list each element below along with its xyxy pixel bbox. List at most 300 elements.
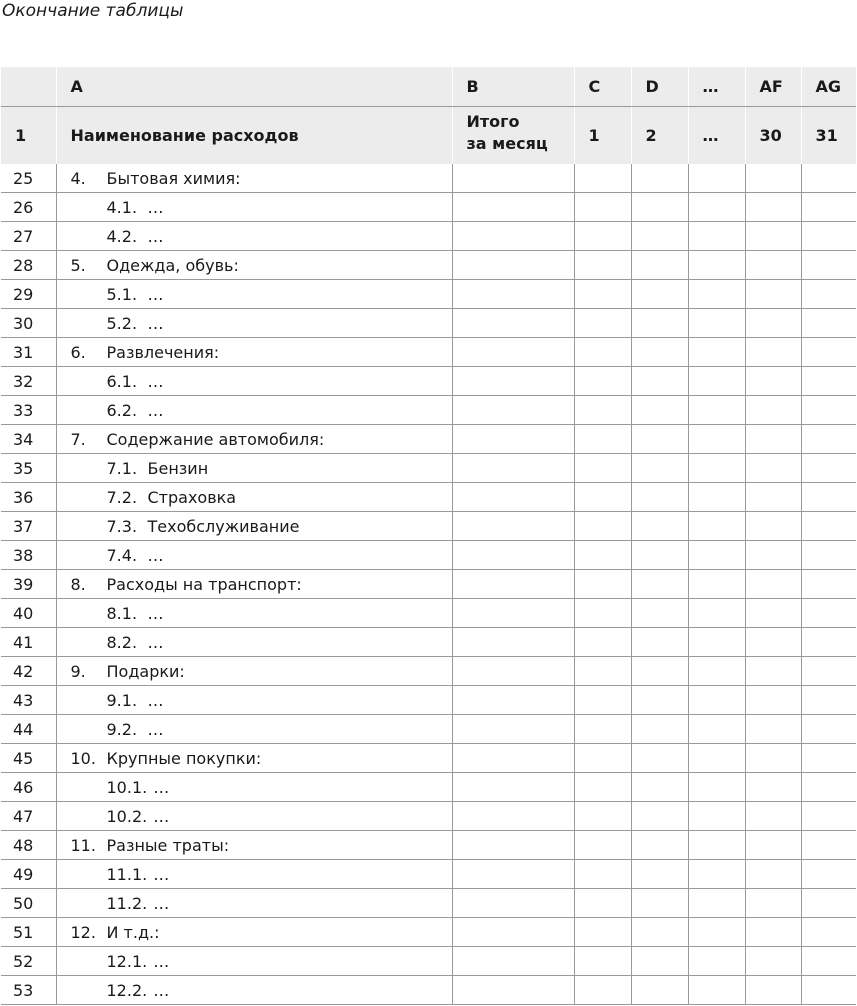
table-row bbox=[1, 164, 856, 193]
day-1-cell[interactable] bbox=[574, 947, 631, 976]
ellipsis-cell[interactable] bbox=[688, 831, 745, 860]
day-2-cell[interactable] bbox=[631, 947, 688, 976]
day-30-cell[interactable] bbox=[745, 599, 801, 628]
subitem bbox=[57, 865, 170, 884]
day-31-cell[interactable] bbox=[801, 976, 856, 1005]
expense-label: … bbox=[147, 226, 164, 246]
day-31-cell[interactable] bbox=[801, 483, 856, 512]
day-1-cell[interactable] bbox=[574, 541, 631, 570]
day-31-cell[interactable] bbox=[801, 251, 856, 280]
day-1-cell[interactable] bbox=[574, 686, 631, 715]
column-name-day-31: 31 bbox=[801, 107, 856, 165]
subitem bbox=[57, 952, 170, 971]
total-cell[interactable] bbox=[452, 425, 574, 454]
day-1-cell[interactable] bbox=[574, 860, 631, 889]
day-31-cell[interactable] bbox=[801, 628, 856, 657]
day-30-cell[interactable] bbox=[745, 483, 801, 512]
expense-name-cell[interactable] bbox=[56, 744, 452, 773]
total-cell[interactable] bbox=[452, 164, 574, 193]
table-row bbox=[1, 367, 856, 396]
day-2-cell[interactable] bbox=[631, 251, 688, 280]
subitem bbox=[57, 894, 170, 913]
day-1-cell[interactable] bbox=[574, 715, 631, 744]
expense-label: … bbox=[147, 400, 164, 420]
day-1-cell[interactable] bbox=[574, 396, 631, 425]
total-cell[interactable] bbox=[452, 831, 574, 860]
row-number: 52 bbox=[1, 947, 56, 976]
day-1-cell[interactable] bbox=[574, 773, 631, 802]
row-number: 44 bbox=[1, 715, 56, 744]
ellipsis-cell[interactable] bbox=[688, 918, 745, 947]
row-number: 35 bbox=[1, 454, 56, 483]
ellipsis-cell[interactable] bbox=[688, 860, 745, 889]
table-row bbox=[1, 512, 856, 541]
category-number: 10. bbox=[70, 748, 96, 768]
category-number: 12. bbox=[70, 922, 96, 942]
subitem bbox=[57, 314, 164, 333]
day-31-cell[interactable] bbox=[801, 715, 856, 744]
row-number: 53 bbox=[1, 976, 56, 1005]
total-cell[interactable] bbox=[452, 657, 574, 686]
day-1-cell[interactable] bbox=[574, 918, 631, 947]
day-31-cell[interactable] bbox=[801, 686, 856, 715]
row-number: 40 bbox=[1, 599, 56, 628]
day-2-cell[interactable] bbox=[631, 860, 688, 889]
table-row bbox=[1, 744, 856, 773]
table-row bbox=[1, 889, 856, 918]
day-31-cell[interactable] bbox=[801, 309, 856, 338]
row-number: 38 bbox=[1, 541, 56, 570]
category-number: 5. bbox=[70, 255, 86, 275]
day-30-cell[interactable] bbox=[745, 860, 801, 889]
ellipsis-cell[interactable] bbox=[688, 280, 745, 309]
column-name-ellipsis: … bbox=[688, 107, 745, 165]
day-31-cell[interactable] bbox=[801, 425, 856, 454]
column-name-expenses: Наименование расходов bbox=[56, 107, 452, 165]
row-number: 33 bbox=[1, 396, 56, 425]
day-30-cell[interactable] bbox=[745, 164, 801, 193]
expense-name-cell[interactable] bbox=[56, 425, 452, 454]
expense-name-cell[interactable] bbox=[56, 715, 452, 744]
day-1-cell[interactable] bbox=[574, 599, 631, 628]
expense-name-cell[interactable] bbox=[56, 193, 452, 222]
day-31-cell[interactable] bbox=[801, 831, 856, 860]
day-2-cell[interactable] bbox=[631, 599, 688, 628]
day-30-cell[interactable] bbox=[745, 570, 801, 599]
day-30-cell[interactable] bbox=[745, 889, 801, 918]
ellipsis-cell[interactable] bbox=[688, 193, 745, 222]
expense-name-cell[interactable] bbox=[56, 222, 452, 251]
subitem bbox=[57, 807, 170, 826]
column-letter-ag: AG bbox=[801, 67, 856, 107]
total-cell[interactable] bbox=[452, 889, 574, 918]
table-body bbox=[1, 164, 856, 1005]
total-cell[interactable] bbox=[452, 541, 574, 570]
ellipsis-cell[interactable] bbox=[688, 541, 745, 570]
day-1-cell[interactable] bbox=[574, 164, 631, 193]
table-row bbox=[1, 657, 856, 686]
day-30-cell[interactable] bbox=[745, 628, 801, 657]
day-1-cell[interactable] bbox=[574, 657, 631, 686]
ellipsis-cell[interactable] bbox=[688, 512, 745, 541]
table-row bbox=[1, 338, 856, 367]
subitem-number: 10.1. bbox=[106, 777, 148, 797]
total-cell[interactable] bbox=[452, 744, 574, 773]
expense-name-cell[interactable] bbox=[56, 338, 452, 367]
ellipsis-cell[interactable] bbox=[688, 773, 745, 802]
table-row bbox=[1, 860, 856, 889]
expense-name-cell[interactable] bbox=[56, 628, 452, 657]
day-2-cell[interactable] bbox=[631, 918, 688, 947]
day-1-cell[interactable] bbox=[574, 831, 631, 860]
day-31-cell[interactable] bbox=[801, 454, 856, 483]
day-2-cell[interactable] bbox=[631, 541, 688, 570]
day-2-cell[interactable] bbox=[631, 889, 688, 918]
day-31-cell[interactable] bbox=[801, 802, 856, 831]
expense-name-cell[interactable] bbox=[56, 280, 452, 309]
day-30-cell[interactable] bbox=[745, 802, 801, 831]
day-2-cell[interactable] bbox=[631, 396, 688, 425]
subitem-number: 6.1. bbox=[106, 371, 138, 391]
day-31-cell[interactable] bbox=[801, 570, 856, 599]
ellipsis-cell[interactable] bbox=[688, 744, 745, 773]
subitem bbox=[57, 633, 164, 652]
day-30-cell[interactable] bbox=[745, 831, 801, 860]
total-cell[interactable] bbox=[452, 570, 574, 599]
day-30-cell[interactable] bbox=[745, 657, 801, 686]
day-30-cell[interactable] bbox=[745, 396, 801, 425]
day-1-cell[interactable] bbox=[574, 280, 631, 309]
row-number: 42 bbox=[1, 657, 56, 686]
day-31-cell[interactable] bbox=[801, 599, 856, 628]
expense-name-cell[interactable] bbox=[56, 367, 452, 396]
row-number: 29 bbox=[1, 280, 56, 309]
expense-label: … bbox=[147, 603, 164, 623]
table-row bbox=[1, 483, 856, 512]
ellipsis-cell[interactable] bbox=[688, 976, 745, 1005]
day-30-cell[interactable] bbox=[745, 541, 801, 570]
day-1-cell[interactable] bbox=[574, 802, 631, 831]
total-cell[interactable] bbox=[452, 947, 574, 976]
day-2-cell[interactable] bbox=[631, 628, 688, 657]
day-1-cell[interactable] bbox=[574, 222, 631, 251]
day-2-cell[interactable] bbox=[631, 280, 688, 309]
ellipsis-cell[interactable] bbox=[688, 628, 745, 657]
day-2-cell[interactable] bbox=[631, 164, 688, 193]
day-1-cell[interactable] bbox=[574, 251, 631, 280]
day-30-cell[interactable] bbox=[745, 338, 801, 367]
expense-label: Одежда, обувь: bbox=[106, 255, 239, 275]
total-cell[interactable] bbox=[452, 222, 574, 251]
day-2-cell[interactable] bbox=[631, 773, 688, 802]
column-letter-ellipsis: … bbox=[688, 67, 745, 107]
day-2-cell[interactable] bbox=[631, 976, 688, 1005]
total-cell[interactable] bbox=[452, 802, 574, 831]
ellipsis-cell[interactable] bbox=[688, 454, 745, 483]
ellipsis-cell[interactable] bbox=[688, 338, 745, 367]
total-line-2: за месяц bbox=[466, 134, 548, 153]
expense-label: … bbox=[153, 864, 170, 884]
subitem-number: 7.1. bbox=[106, 458, 138, 478]
day-1-cell[interactable] bbox=[574, 512, 631, 541]
expense-name-cell[interactable] bbox=[56, 773, 452, 802]
day-1-cell[interactable] bbox=[574, 483, 631, 512]
day-2-cell[interactable] bbox=[631, 193, 688, 222]
day-1-cell[interactable] bbox=[574, 193, 631, 222]
day-30-cell[interactable] bbox=[745, 251, 801, 280]
subitem-number: 9.1. bbox=[106, 690, 138, 710]
column-letters-row bbox=[1, 67, 856, 107]
column-name-day-1: 1 bbox=[574, 107, 631, 165]
table-row bbox=[1, 454, 856, 483]
day-2-cell[interactable] bbox=[631, 338, 688, 367]
day-30-cell[interactable] bbox=[745, 947, 801, 976]
expense-name-cell[interactable] bbox=[56, 889, 452, 918]
day-31-cell[interactable] bbox=[801, 164, 856, 193]
day-31-cell[interactable] bbox=[801, 773, 856, 802]
ellipsis-cell[interactable] bbox=[688, 657, 745, 686]
row-number: 47 bbox=[1, 802, 56, 831]
row-number: 36 bbox=[1, 483, 56, 512]
day-2-cell[interactable] bbox=[631, 657, 688, 686]
day-2-cell[interactable] bbox=[631, 715, 688, 744]
expense-name-cell[interactable] bbox=[56, 396, 452, 425]
day-2-cell[interactable] bbox=[631, 802, 688, 831]
row-number: 43 bbox=[1, 686, 56, 715]
total-cell[interactable] bbox=[452, 338, 574, 367]
column-letter-c: C bbox=[574, 67, 631, 107]
expense-label: … bbox=[153, 893, 170, 913]
day-31-cell[interactable] bbox=[801, 367, 856, 396]
day-1-cell[interactable] bbox=[574, 628, 631, 657]
day-30-cell[interactable] bbox=[745, 773, 801, 802]
table-row bbox=[1, 251, 856, 280]
table-row bbox=[1, 628, 856, 657]
ellipsis-cell[interactable] bbox=[688, 425, 745, 454]
day-2-cell[interactable] bbox=[631, 686, 688, 715]
total-cell[interactable] bbox=[452, 976, 574, 1005]
category-number: 8. bbox=[70, 574, 86, 594]
day-31-cell[interactable] bbox=[801, 889, 856, 918]
day-1-cell[interactable] bbox=[574, 367, 631, 396]
day-31-cell[interactable] bbox=[801, 512, 856, 541]
ellipsis-cell[interactable] bbox=[688, 309, 745, 338]
corner-cell bbox=[1, 67, 56, 107]
total-cell[interactable] bbox=[452, 309, 574, 338]
expense-label: Разные траты: bbox=[106, 835, 230, 855]
expense-name-cell[interactable] bbox=[56, 483, 452, 512]
table-row bbox=[1, 802, 856, 831]
day-30-cell[interactable] bbox=[745, 686, 801, 715]
table-caption: Окончание таблицы bbox=[2, 1, 184, 21]
row-number: 30 bbox=[1, 309, 56, 338]
ellipsis-cell[interactable] bbox=[688, 222, 745, 251]
day-31-cell[interactable] bbox=[801, 918, 856, 947]
expense-name-cell[interactable] bbox=[56, 454, 452, 483]
day-30-cell[interactable] bbox=[745, 918, 801, 947]
ellipsis-cell[interactable] bbox=[688, 570, 745, 599]
day-2-cell[interactable] bbox=[631, 512, 688, 541]
day-2-cell[interactable] bbox=[631, 425, 688, 454]
expense-name-cell[interactable] bbox=[56, 164, 452, 193]
expense-label: Бензин bbox=[147, 458, 209, 478]
day-1-cell[interactable] bbox=[574, 744, 631, 773]
expense-label: … bbox=[147, 197, 164, 217]
total-cell[interactable] bbox=[452, 193, 574, 222]
day-31-cell[interactable] bbox=[801, 396, 856, 425]
total-cell[interactable] bbox=[452, 280, 574, 309]
day-1-cell[interactable] bbox=[574, 425, 631, 454]
category-number: 11. bbox=[70, 835, 96, 855]
row-number: 34 bbox=[1, 425, 56, 454]
subitem-number: 8.1. bbox=[106, 603, 138, 623]
expense-label: Содержание автомобиля: bbox=[106, 429, 325, 449]
table-row bbox=[1, 570, 856, 599]
day-1-cell[interactable] bbox=[574, 976, 631, 1005]
total-cell[interactable] bbox=[452, 512, 574, 541]
ellipsis-cell[interactable] bbox=[688, 367, 745, 396]
day-30-cell[interactable] bbox=[745, 512, 801, 541]
ellipsis-cell[interactable] bbox=[688, 483, 745, 512]
row-number: 37 bbox=[1, 512, 56, 541]
day-1-cell[interactable] bbox=[574, 454, 631, 483]
ellipsis-cell[interactable] bbox=[688, 802, 745, 831]
total-cell[interactable] bbox=[452, 483, 574, 512]
expense-name-cell[interactable] bbox=[56, 947, 452, 976]
subitem bbox=[57, 778, 170, 797]
day-31-cell[interactable] bbox=[801, 657, 856, 686]
ellipsis-cell[interactable] bbox=[688, 599, 745, 628]
day-30-cell[interactable] bbox=[745, 309, 801, 338]
row-number: 50 bbox=[1, 889, 56, 918]
ellipsis-cell[interactable] bbox=[688, 164, 745, 193]
day-1-cell[interactable] bbox=[574, 570, 631, 599]
expense-name-cell[interactable] bbox=[56, 570, 452, 599]
day-30-cell[interactable] bbox=[745, 222, 801, 251]
day-30-cell[interactable] bbox=[745, 280, 801, 309]
day-31-cell[interactable] bbox=[801, 744, 856, 773]
column-name-day-30: 30 bbox=[745, 107, 801, 165]
category-number: 9. bbox=[70, 661, 86, 681]
total-cell[interactable] bbox=[452, 251, 574, 280]
row-number: 28 bbox=[1, 251, 56, 280]
total-cell[interactable] bbox=[452, 686, 574, 715]
day-31-cell[interactable] bbox=[801, 222, 856, 251]
day-2-cell[interactable] bbox=[631, 309, 688, 338]
total-cell[interactable] bbox=[452, 454, 574, 483]
row-number: 26 bbox=[1, 193, 56, 222]
day-31-cell[interactable] bbox=[801, 860, 856, 889]
expense-name-cell[interactable] bbox=[56, 309, 452, 338]
total-cell[interactable] bbox=[452, 367, 574, 396]
table-row bbox=[1, 918, 856, 947]
total-cell[interactable] bbox=[452, 860, 574, 889]
day-31-cell[interactable] bbox=[801, 947, 856, 976]
day-1-cell[interactable] bbox=[574, 309, 631, 338]
table-row bbox=[1, 193, 856, 222]
subitem bbox=[57, 604, 164, 623]
day-31-cell[interactable] bbox=[801, 193, 856, 222]
day-2-cell[interactable] bbox=[631, 570, 688, 599]
day-30-cell[interactable] bbox=[745, 367, 801, 396]
day-31-cell[interactable] bbox=[801, 338, 856, 367]
ellipsis-cell[interactable] bbox=[688, 396, 745, 425]
day-31-cell[interactable] bbox=[801, 280, 856, 309]
expense-name-cell[interactable] bbox=[56, 860, 452, 889]
total-cell[interactable] bbox=[452, 715, 574, 744]
total-cell[interactable] bbox=[452, 918, 574, 947]
total-cell[interactable] bbox=[452, 396, 574, 425]
category-number: 4. bbox=[70, 168, 86, 188]
table-row bbox=[1, 280, 856, 309]
expense-name-cell[interactable] bbox=[56, 657, 452, 686]
day-2-cell[interactable] bbox=[631, 454, 688, 483]
expense-name-cell[interactable] bbox=[56, 599, 452, 628]
subitem bbox=[57, 198, 164, 217]
row-number: 45 bbox=[1, 744, 56, 773]
subitem-number: 12.1. bbox=[106, 951, 148, 971]
ellipsis-cell[interactable] bbox=[688, 715, 745, 744]
table-row bbox=[1, 541, 856, 570]
expense-name-cell[interactable] bbox=[56, 541, 452, 570]
day-2-cell[interactable] bbox=[631, 831, 688, 860]
day-30-cell[interactable] bbox=[745, 454, 801, 483]
expense-label: Крупные покупки: bbox=[106, 748, 262, 768]
day-30-cell[interactable] bbox=[745, 425, 801, 454]
ellipsis-cell[interactable] bbox=[688, 686, 745, 715]
table-row bbox=[1, 976, 856, 1005]
expense-name-cell[interactable] bbox=[56, 918, 452, 947]
day-2-cell[interactable] bbox=[631, 483, 688, 512]
table-row bbox=[1, 686, 856, 715]
row-number: 41 bbox=[1, 628, 56, 657]
expense-table bbox=[1, 67, 856, 1005]
day-31-cell[interactable] bbox=[801, 541, 856, 570]
total-cell[interactable] bbox=[452, 773, 574, 802]
day-30-cell[interactable] bbox=[745, 715, 801, 744]
total-cell[interactable] bbox=[452, 599, 574, 628]
row-number: 51 bbox=[1, 918, 56, 947]
day-2-cell[interactable] bbox=[631, 222, 688, 251]
expense-name-cell[interactable] bbox=[56, 831, 452, 860]
day-30-cell[interactable] bbox=[745, 193, 801, 222]
day-1-cell[interactable] bbox=[574, 338, 631, 367]
day-30-cell[interactable] bbox=[745, 744, 801, 773]
expense-name-cell[interactable] bbox=[56, 686, 452, 715]
day-2-cell[interactable] bbox=[631, 744, 688, 773]
subitem bbox=[57, 227, 164, 246]
row-number: 39 bbox=[1, 570, 56, 599]
ellipsis-cell[interactable] bbox=[688, 889, 745, 918]
expense-name-cell[interactable] bbox=[56, 251, 452, 280]
expense-label: … bbox=[153, 806, 170, 826]
subitem-number: 7.3. bbox=[106, 516, 138, 536]
expense-label: … bbox=[147, 284, 164, 304]
expense-label: Техобслуживание bbox=[147, 516, 300, 536]
total-cell[interactable] bbox=[452, 628, 574, 657]
day-30-cell[interactable] bbox=[745, 976, 801, 1005]
ellipsis-cell[interactable] bbox=[688, 251, 745, 280]
row-number: 46 bbox=[1, 773, 56, 802]
expense-name-cell[interactable] bbox=[56, 512, 452, 541]
subitem bbox=[57, 459, 209, 478]
ellipsis-cell[interactable] bbox=[688, 947, 745, 976]
expense-name-cell[interactable] bbox=[56, 802, 452, 831]
expense-name-cell[interactable] bbox=[56, 976, 452, 1005]
day-2-cell[interactable] bbox=[631, 367, 688, 396]
subitem-number: 5.2. bbox=[106, 313, 138, 333]
day-1-cell[interactable] bbox=[574, 889, 631, 918]
